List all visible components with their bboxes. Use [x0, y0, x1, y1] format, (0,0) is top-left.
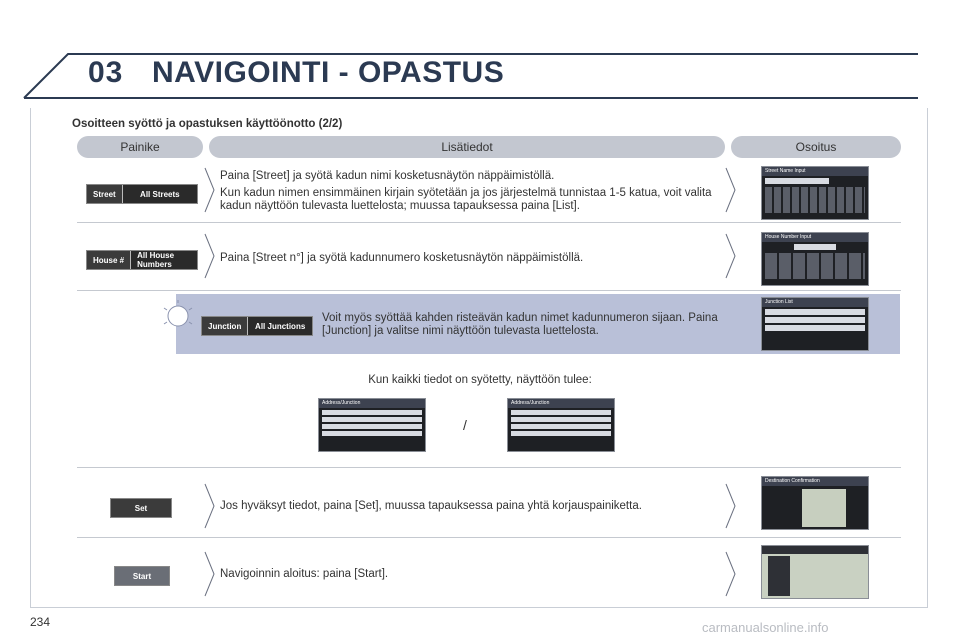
column-header-details: Lisätiedot: [209, 136, 725, 158]
column-header-display: Osoitus: [731, 136, 901, 158]
chapter-number: 03: [88, 56, 124, 89]
column-header-button: Painike: [77, 136, 203, 158]
house-number-label: House #: [93, 255, 125, 265]
all-house-numbers-label: All House Numbers: [130, 251, 197, 269]
set-label: Set: [134, 503, 148, 513]
start-button-image: [114, 566, 170, 586]
street-button-image: [86, 184, 198, 204]
row-start-details: [220, 568, 720, 585]
screen-title: Destination Confirmation: [762, 477, 868, 486]
house-number-input-screen: [761, 232, 869, 286]
street-label: Street: [93, 189, 116, 199]
row-set-details: [220, 500, 720, 517]
page-number: 234: [30, 615, 51, 629]
row-house-number-details: [220, 252, 720, 269]
tip-bulb-icon: [160, 298, 196, 334]
house-number-button-image: [86, 250, 198, 270]
row-junction-details: [322, 312, 722, 342]
chapter-title: NAVIGOINTI - OPASTUS: [152, 56, 505, 89]
details-paragraph: Navigoinnin aloitus: paina [Start].: [220, 568, 389, 580]
junction-button-image: [201, 316, 313, 336]
details-paragraph: Paina [Street] ja syötä kadun nimi kosketusnäytön näppäimistöllä.: [220, 170, 555, 182]
address-junction-screen-b: [507, 398, 615, 452]
details-paragraph: Kun kadun nimen ensimmäinen kirjain syötetään ja jos järjestelmä tunnistaa 1-5 katua, voit valita kadun näyttöön tulevasta luettelosta; muussa tapauksessa paina [List].: [220, 187, 712, 212]
address-junction-screen-a: [318, 398, 426, 452]
watermark: carmanualsonline.info: [702, 620, 829, 635]
section-title: Osoitteen syöttö ja opastuksen käyttöönotto (2/2): [72, 118, 343, 130]
destination-confirmation-screen: [761, 476, 869, 530]
screen-title: Address/Junction: [508, 399, 614, 408]
all-streets-label: All Streets: [122, 185, 197, 203]
start-label: Start: [132, 571, 152, 581]
summary-text: Kun kaikki tiedot on syötetty, näyttöön tulee:: [368, 374, 592, 386]
details-paragraph: Jos hyväksyt tiedot, paina [Set], muussa tapauksessa paina yhtä korjauspainiketta.: [220, 500, 642, 512]
screen-title: Junction List: [762, 298, 868, 307]
all-junctions-label: All Junctions: [247, 317, 312, 335]
guidance-map-screen: [761, 545, 869, 599]
junction-label: Junction: [208, 321, 242, 331]
screen-separator: /: [463, 417, 467, 433]
set-button-image: [110, 498, 172, 518]
street-name-input-screen: [761, 166, 869, 220]
details-paragraph: Paina [Street n°] ja syötä kadunnumero kosketusnäytön näppäimistöllä.: [220, 252, 584, 264]
details-paragraph: Voit myös syöttää kahden risteävän kadun nimet kadunnumeron sijaan. Paina [Junction] ja valitse nimi näyttöön tulevasta luettelosta.: [322, 312, 718, 337]
screen-title: House Number Input: [762, 233, 868, 242]
screen-title: Street Name Input: [762, 167, 868, 176]
row-street-details: [220, 170, 720, 217]
junction-list-screen: [761, 297, 869, 351]
screen-title: Address/Junction: [319, 399, 425, 408]
